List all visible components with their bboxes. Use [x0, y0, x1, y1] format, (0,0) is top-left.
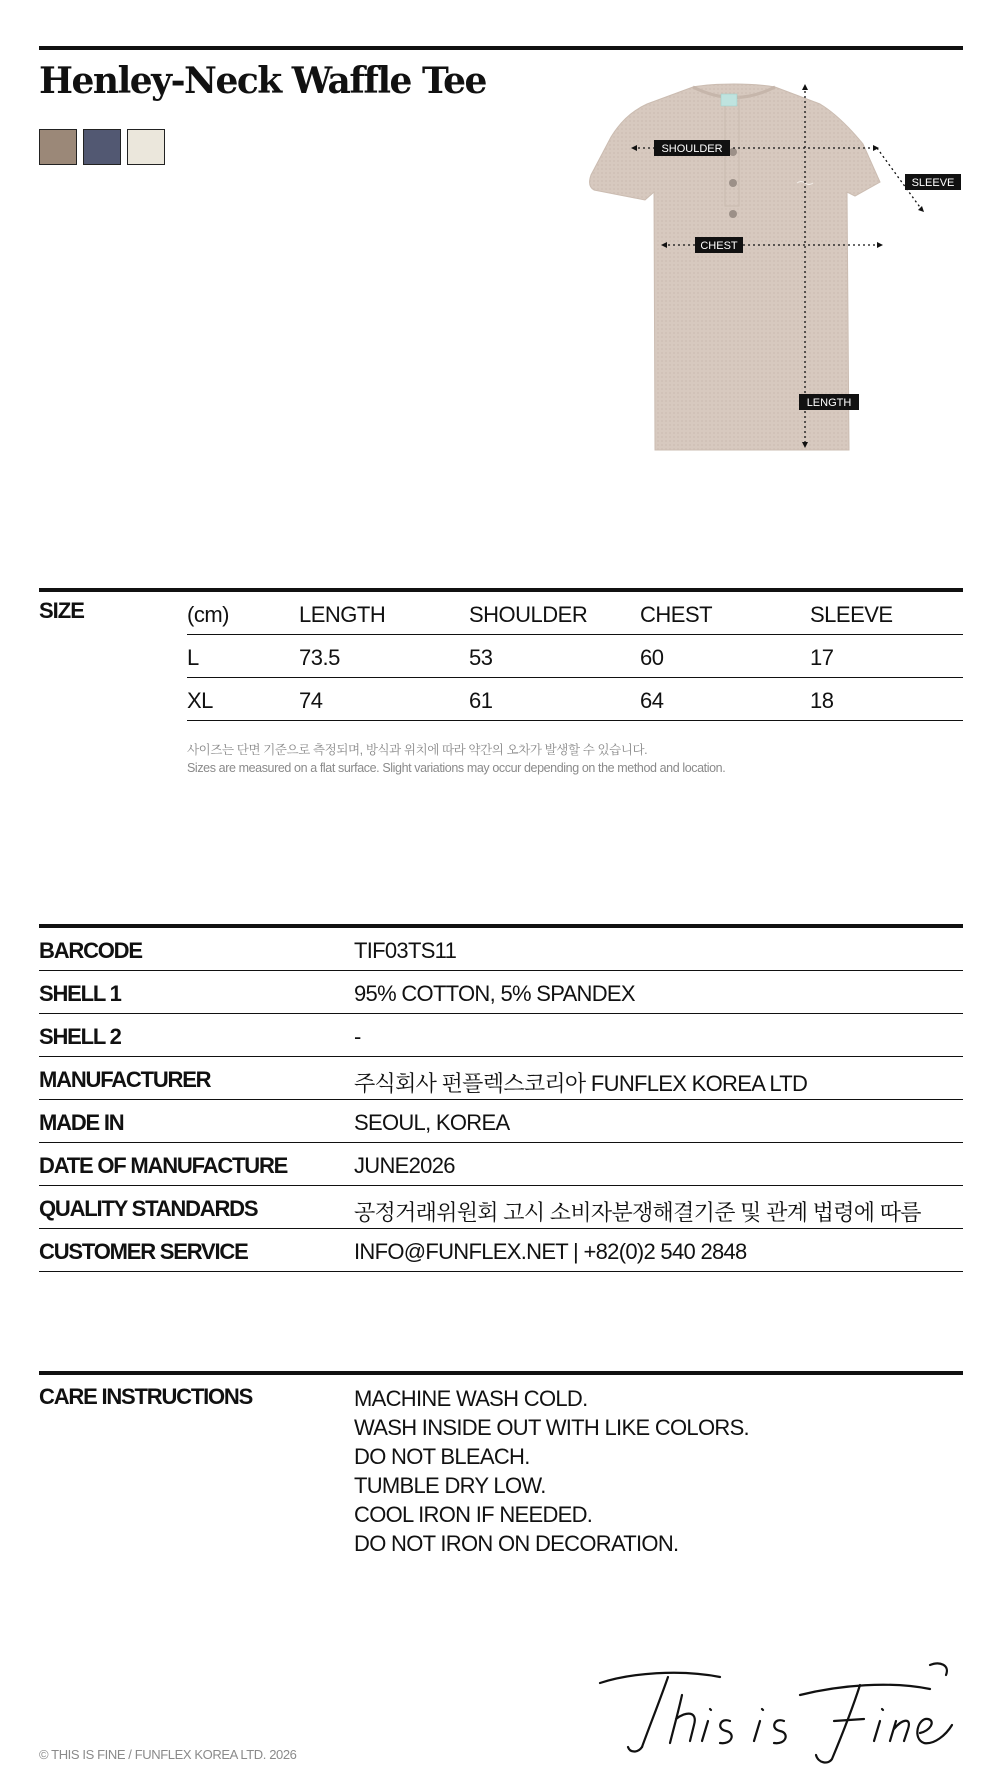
size-header-length: LENGTH — [299, 602, 386, 627]
size-cell: 64 — [640, 688, 664, 713]
shoulder-label: SHOULDER — [661, 143, 723, 155]
size-label: SIZE — [39, 598, 84, 623]
info-value: 주식회사 펀플렉스코리아 FUNFLEX KOREA LTD — [354, 1071, 808, 1096]
size-row-l — [187, 635, 963, 678]
info-value: JUNE2026 — [354, 1153, 455, 1178]
size-note-ko: 사이즈는 단면 기준으로 측정되며, 방식과 위치에 따라 약간의 오차가 발생할 수 있습니다. — [187, 743, 648, 757]
swatch-brown[interactable] — [39, 129, 77, 165]
care-rule — [39, 1371, 963, 1375]
care-line: DO NOT IRON ON DECORATION. — [354, 1531, 679, 1556]
info-value: SEOUL, KOREA — [354, 1110, 510, 1135]
top-rule — [39, 46, 963, 50]
size-note-en: Sizes are measured on a flat surface. Slight variations may occur depending on the method and location. — [187, 761, 726, 775]
info-key: MADE IN — [39, 1110, 124, 1135]
care-line: COOL IRON IF NEEDED. — [354, 1502, 593, 1527]
size-cell: 61 — [469, 688, 493, 713]
info-row-date-of-manufacture — [39, 1143, 963, 1186]
info-value: TIF03TS11 — [354, 938, 457, 963]
care-line: WASH INSIDE OUT WITH LIKE COLORS. — [354, 1415, 749, 1440]
info-value: 공정거래위원회 고시 소비자분쟁해결기준 및 관계 법령에 따름 — [354, 1200, 921, 1225]
info-key: MANUFACTURER — [39, 1067, 211, 1092]
info-row-manufacturer — [39, 1057, 963, 1100]
care-line: TUMBLE DRY LOW. — [354, 1473, 546, 1498]
size-header-shoulder: SHOULDER — [469, 602, 588, 627]
info-key: QUALITY STANDARDS — [39, 1196, 258, 1221]
care-line: DO NOT BLEACH. — [354, 1444, 530, 1469]
info-row-quality-standards — [39, 1186, 963, 1229]
neck-label — [721, 94, 737, 106]
info-row-shell-1 — [39, 971, 963, 1014]
info-key: CUSTOMER SERVICE — [39, 1239, 248, 1264]
button-3 — [729, 210, 737, 218]
size-header-sleeve: SLEEVE — [810, 602, 893, 627]
care-lines — [354, 1384, 749, 1558]
info-row-shell-2 — [39, 1014, 963, 1057]
info-row-customer-service — [39, 1229, 963, 1272]
button-2 — [729, 179, 737, 187]
size-grid — [187, 592, 963, 721]
product-info-table — [39, 924, 963, 1272]
size-note — [187, 741, 725, 777]
brand-signature-logo — [590, 1655, 960, 1765]
info-key: SHELL 1 — [39, 981, 121, 1006]
size-cell: 53 — [469, 645, 493, 670]
size-header-row — [187, 592, 963, 635]
swatch-navy[interactable] — [83, 129, 121, 165]
size-table — [39, 588, 963, 713]
footer-copyright: © THIS IS FINE / FUNFLEX KOREA LTD. 2026 — [39, 1747, 297, 1762]
color-swatches — [39, 129, 165, 165]
info-row-barcode — [39, 928, 963, 971]
info-value: - — [354, 1024, 361, 1049]
size-cell: 17 — [810, 645, 834, 670]
size-cell: 74 — [299, 688, 323, 713]
sleeve-label: SLEEVE — [911, 177, 955, 189]
product-title: Henley-Neck Waffle Tee — [39, 60, 486, 102]
size-cell: 18 — [810, 688, 834, 713]
size-cell: XL — [187, 688, 213, 713]
size-cell: L — [187, 645, 199, 670]
info-value: INFO@FUNFLEX.NET | +82(0)2 540 2848 — [354, 1239, 747, 1264]
size-header-chest: CHEST — [640, 602, 713, 627]
info-key: DATE OF MANUFACTURE — [39, 1153, 288, 1178]
info-key: SHELL 2 — [39, 1024, 121, 1049]
care-line: MACHINE WASH COLD. — [354, 1386, 588, 1411]
length-label: LENGTH — [806, 397, 852, 409]
size-cell: 60 — [640, 645, 664, 670]
shirt-measurement-diagram — [585, 80, 965, 460]
chest-label: CHEST — [700, 240, 738, 252]
size-row-xl — [187, 678, 963, 721]
button-1 — [729, 148, 737, 156]
info-value: 95% COTTON, 5% SPANDEX — [354, 981, 635, 1006]
info-key: BARCODE — [39, 938, 142, 963]
info-row-made-in — [39, 1100, 963, 1143]
size-cell: 73.5 — [299, 645, 340, 670]
swatch-ivory[interactable] — [127, 129, 165, 165]
size-header-unit: (cm) — [187, 602, 229, 627]
care-label: CARE INSTRUCTIONS — [39, 1384, 253, 1409]
